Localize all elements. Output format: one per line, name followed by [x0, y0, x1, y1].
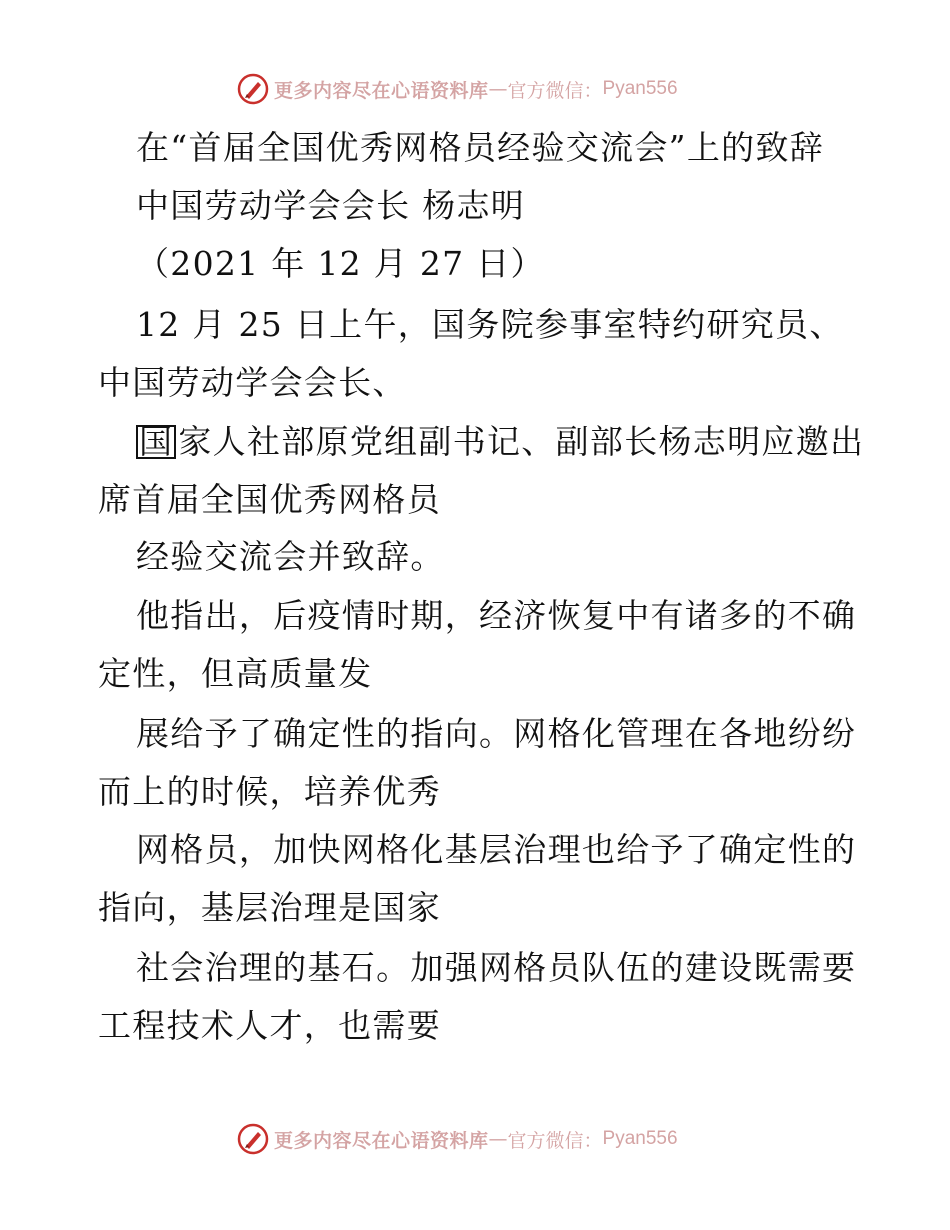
paragraph-line: 工程技术人才，也需要 [98, 1006, 441, 1045]
document-date: （2021 年 12 月 27 日） [136, 244, 545, 283]
quill-pen-circle-icon [236, 1122, 270, 1156]
paragraph-line-with-box [136, 422, 864, 462]
paragraph-line: 指向，基层治理是国家 [98, 888, 441, 927]
boxed-character: 国 [136, 425, 176, 459]
watermark-text: 更多内容尽在心语资料库 [274, 1129, 489, 1152]
watermark-header [236, 72, 678, 106]
paragraph-line: 席首届全国优秀网格员 [98, 480, 441, 519]
paragraph-line: 他指出，后疫情时期，经济恢复中有诸多的不确 [136, 596, 857, 635]
paragraph-line-text: 家人社部原党组副书记、副部长杨志明应邀出 [178, 422, 865, 461]
watermark-dash: — [488, 1128, 508, 1150]
paragraph-line: 定性，但高质量发 [98, 654, 373, 693]
watermark-footer [236, 1122, 678, 1156]
paragraph-line: 而上的时候，培养优秀 [98, 772, 441, 811]
document-title: 在“首届全国优秀网格员经验交流会”上的致辞 [136, 128, 825, 167]
watermark-wechat-label: 官方微信： [507, 79, 603, 102]
watermark-dash: — [488, 78, 508, 100]
watermark-handle: Pyan556 [602, 78, 678, 99]
paragraph-line: 经验交流会并致辞。 [136, 537, 445, 576]
watermark-wechat-label: 官方微信： [507, 1129, 603, 1152]
watermark-handle: Pyan556 [602, 1128, 678, 1149]
paragraph-line: 展给予了确定性的指向。网格化管理在各地纷纷 [136, 714, 857, 753]
watermark-text: 更多内容尽在心语资料库 [274, 79, 489, 102]
paragraph-line: 社会治理的基石。加强网格员队伍的建设既需要 [136, 948, 857, 987]
document-author: 中国劳动学会会长 杨志明 [136, 186, 526, 225]
paragraph-line: 中国劳动学会会长、 [98, 363, 407, 402]
quill-pen-circle-icon [236, 72, 270, 106]
paragraph-line: 网格员，加快网格化基层治理也给予了确定性的 [136, 830, 857, 869]
paragraph-line: 12 月 25 日上午，国务院参事室特约研究员、 [136, 305, 844, 344]
